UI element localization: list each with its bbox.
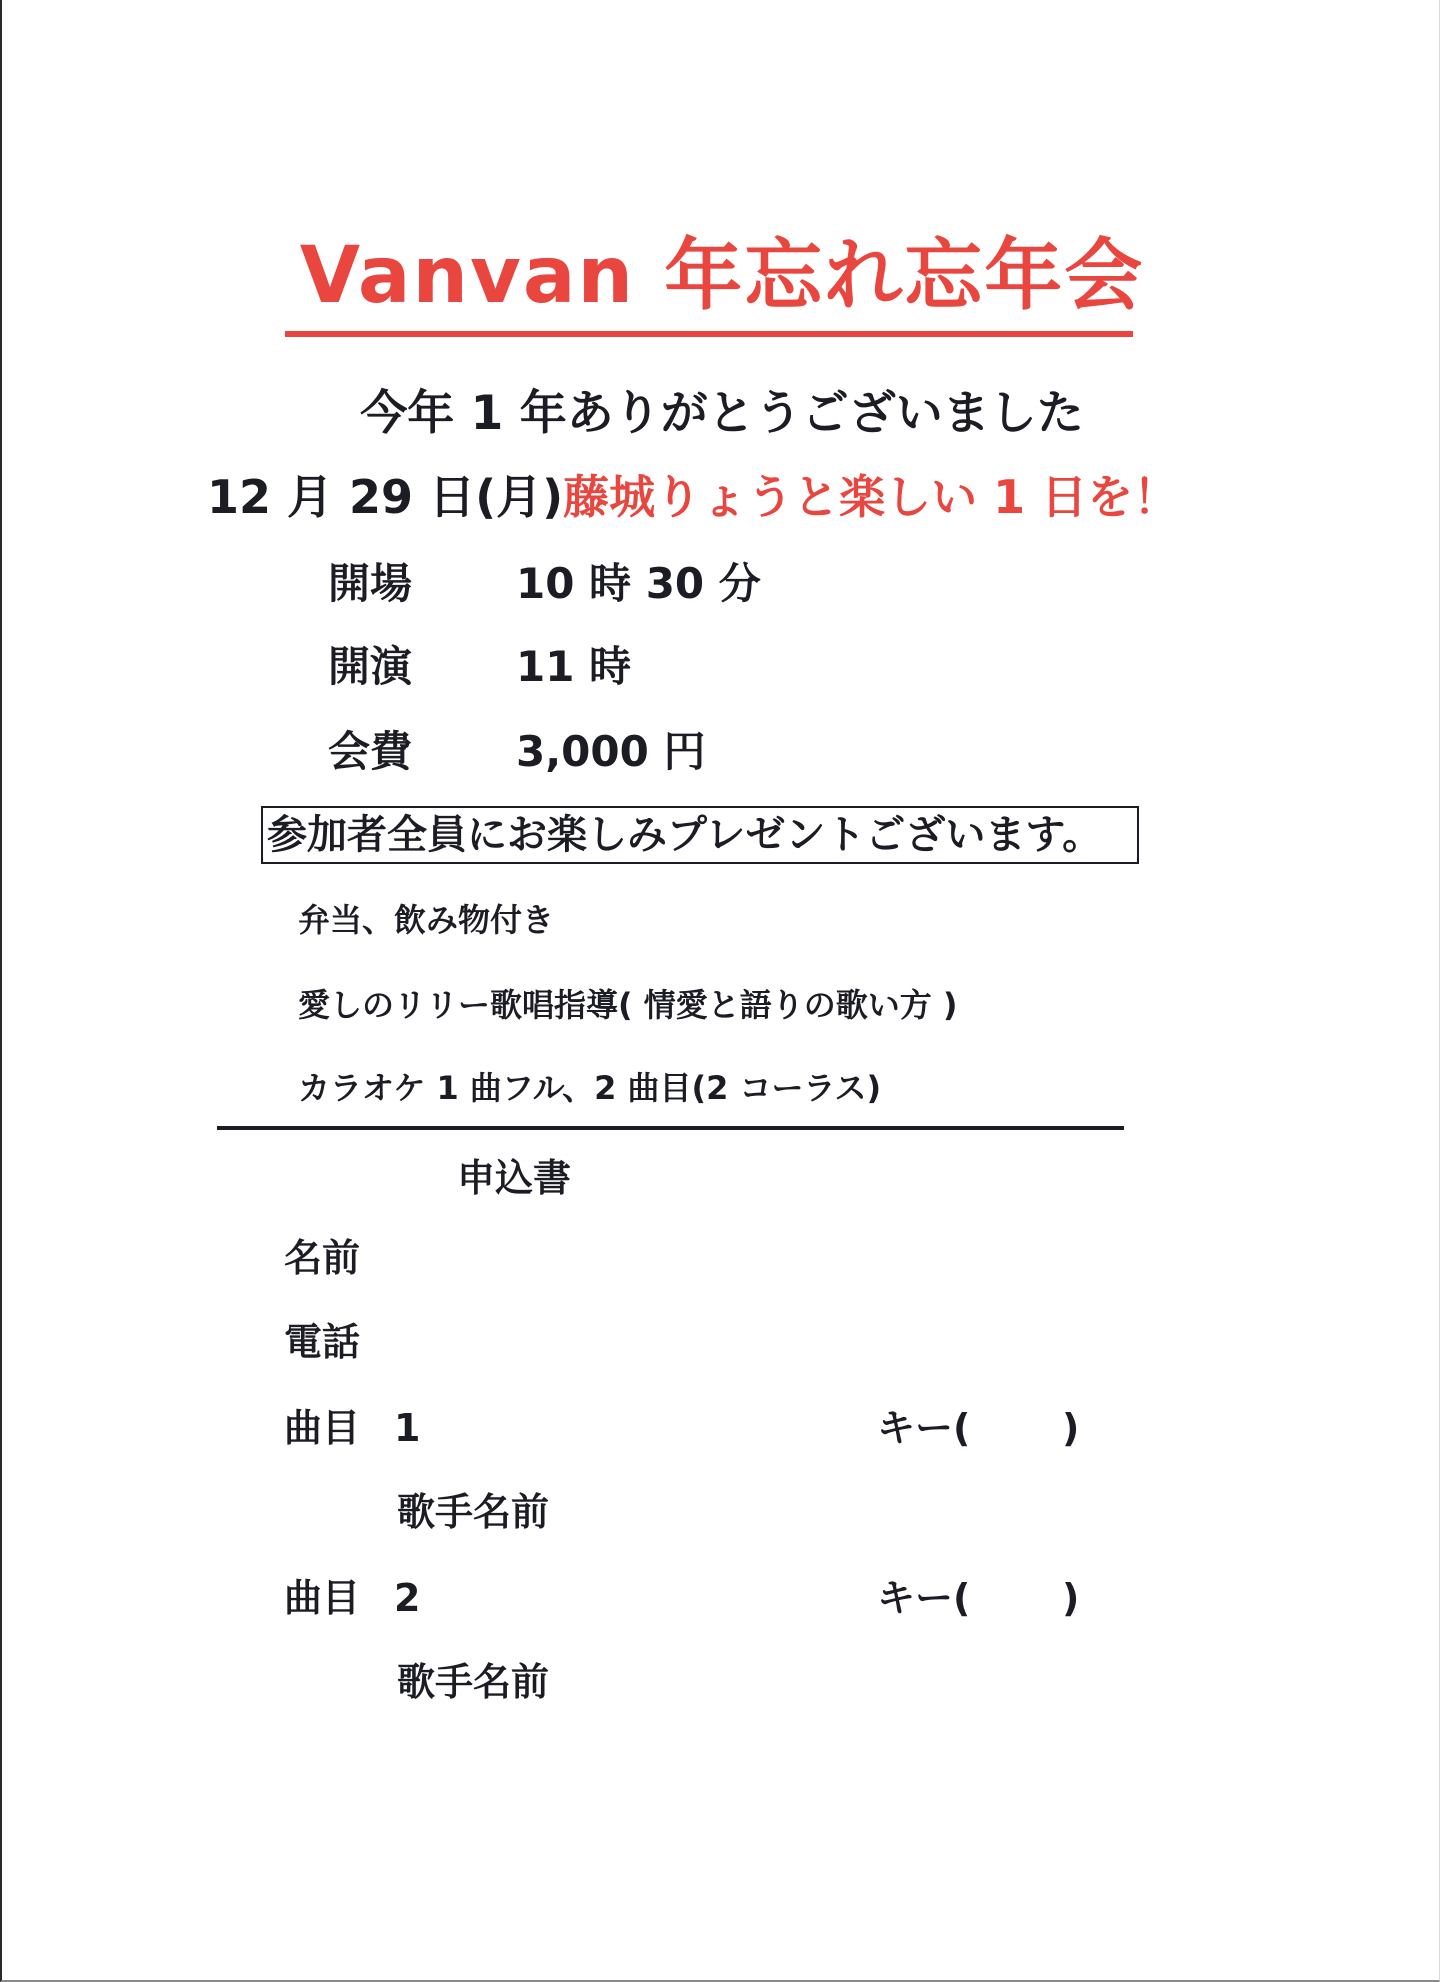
song2-label (284, 1572, 420, 1624)
title-underline (285, 331, 1133, 337)
song2-key-close: ) (1062, 1576, 1080, 1620)
song1-label (284, 1402, 420, 1454)
present-notice-box: 参加者全員にお楽しみプレゼントございます。 (261, 806, 1139, 864)
fee-label: 会費 (328, 727, 413, 776)
show-start-label: 開演 (328, 642, 413, 691)
thanks-message: 今年 1 年ありがとうございました (360, 386, 1084, 441)
doors-open-value: 10 時 30 分 (516, 559, 761, 608)
flyer-title: Vanvan 年忘れ忘年会 (299, 231, 1145, 321)
show-start-value: 11 時 (516, 642, 632, 691)
perk-item: 愛しのリリー歌唱指導( 情愛と語りの歌い方 ) (298, 986, 958, 1024)
fee-value: 3,000 円 (516, 727, 706, 776)
song1-key-close: ) (1062, 1406, 1080, 1450)
phone-field-label: 電話 (284, 1320, 361, 1364)
name-field-label: 名前 (284, 1236, 361, 1280)
song2-number: 2 (394, 1576, 421, 1620)
song1-key-open: キー( (877, 1406, 971, 1450)
song1-number: 1 (394, 1406, 421, 1450)
song1-label-text: 曲目 (284, 1406, 361, 1450)
perk-item: 弁当、飲み物付き (298, 901, 555, 939)
event-date-line (207, 467, 1179, 527)
song2-singer-label: 歌手名前 (397, 1660, 550, 1704)
doors-open-label: 開場 (328, 559, 413, 608)
song1-singer-label: 歌手名前 (397, 1490, 550, 1534)
perk-item: カラオケ 1 曲フル、2 曲目(2 コーラス) (298, 1069, 882, 1107)
event-tagline: 藤城りょうと楽しい 1 日を！ (563, 470, 1180, 524)
song2-label-text: 曲目 (284, 1576, 361, 1620)
application-form-title: 申込書 (457, 1156, 572, 1200)
song2-key-open: キー( (877, 1576, 971, 1620)
section-divider (217, 1126, 1124, 1130)
event-date: 12 月 29 日(月) (207, 470, 564, 524)
